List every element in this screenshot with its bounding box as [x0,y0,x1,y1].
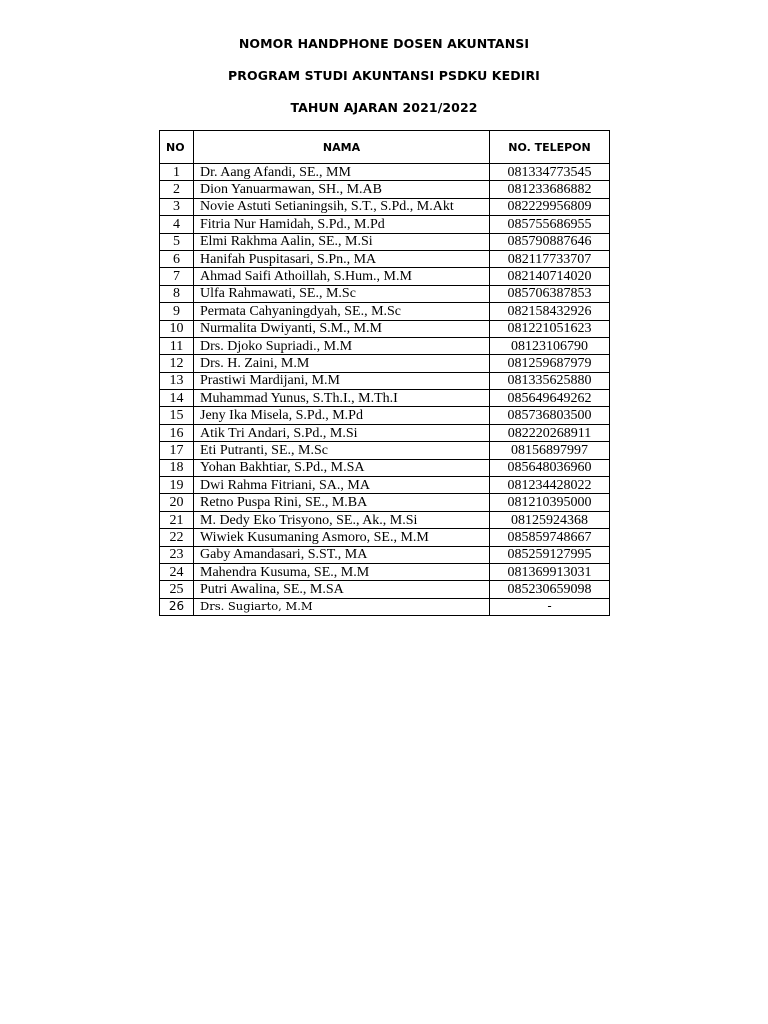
column-header-telepon: NO. TELEPON [490,131,610,164]
lecturer-name: Wiwiek Kusumaning Asmoro, SE., M.M [194,529,490,546]
lecturer-name: Drs. Sugiarto, M.M [194,598,490,615]
phone-number: 085755686955 [490,216,610,233]
table-row [160,303,610,320]
phone-number: 081210395000 [490,494,610,511]
column-header-nama: NAMA [194,131,490,164]
phone-number: 085649649262 [490,390,610,407]
table-body [160,164,610,616]
table-row [160,164,610,181]
phone-number: 081259687979 [490,355,610,372]
phone-number: 085259127995 [490,546,610,563]
lecturer-name: Putri Awalina, SE., M.SA [194,581,490,598]
table-row [160,268,610,285]
row-number: 24 [160,563,194,580]
row-number: 17 [160,442,194,459]
row-number: 2 [160,181,194,198]
table-row [160,529,610,546]
lecturer-phone-table [159,130,610,616]
table-row [160,320,610,337]
table-row [160,181,610,198]
phone-number: 08125924368 [490,511,610,528]
row-number: 8 [160,285,194,302]
lecturer-name: Dr. Aang Afandi, SE., MM [194,164,490,181]
lecturer-name: Atik Tri Andari, S.Pd., M.Si [194,424,490,441]
lecturer-name: Eti Putranti, SE., M.Sc [194,442,490,459]
phone-number: 082158432926 [490,303,610,320]
table-row [160,198,610,215]
phone-number: 082220268911 [490,424,610,441]
table-row [160,442,610,459]
table-row [160,216,610,233]
table-row [160,581,610,598]
table-row [160,511,610,528]
lecturer-name: Hanifah Puspitasari, S.Pn., MA [194,250,490,267]
phone-number: 08123106790 [490,337,610,354]
table-row [160,250,610,267]
row-number: 21 [160,511,194,528]
phone-number: 085790887646 [490,233,610,250]
phone-number: 082117733707 [490,250,610,267]
lecturer-name: Novie Astuti Setianingsih, S.T., S.Pd., M.Akt [194,198,490,215]
lecturer-name: Retno Puspa Rini, SE., M.BA [194,494,490,511]
row-number: 7 [160,268,194,285]
row-number: 5 [160,233,194,250]
lecturer-name: Gaby Amandasari, S.ST., MA [194,546,490,563]
phone-number: 081234428022 [490,477,610,494]
phone-number: 082140714020 [490,268,610,285]
phone-number: 081221051623 [490,320,610,337]
row-number: 3 [160,198,194,215]
lecturer-name: Drs. H. Zaini, M.M [194,355,490,372]
lecturer-name: M. Dedy Eko Trisyono, SE., Ak., M.Si [194,511,490,528]
lecturer-name: Dion Yanuarmawan, SH., M.AB [194,181,490,198]
row-number: 19 [160,477,194,494]
phone-number: 081335625880 [490,372,610,389]
lecturer-name: Elmi Rakhma Aalin, SE., M.Si [194,233,490,250]
row-number: 4 [160,216,194,233]
document-title: NOMOR HANDPHONE DOSEN AKUNTANSI [238,36,530,51]
row-number: 13 [160,372,194,389]
phone-number: 082229956809 [490,198,610,215]
phone-number: - [490,598,610,615]
table-row [160,424,610,441]
table-row [160,477,610,494]
table-row [160,598,610,615]
column-header-no: NO [160,131,194,164]
phone-number: 085706387853 [490,285,610,302]
phone-number: 08156897997 [490,442,610,459]
phone-number: 085859748667 [490,529,610,546]
phone-number: 085648036960 [490,459,610,476]
phone-number: 081369913031 [490,563,610,580]
lecturer-name: Fitria Nur Hamidah, S.Pd., M.Pd [194,216,490,233]
table-row [160,233,610,250]
row-number: 15 [160,407,194,424]
row-number: 26 [160,598,194,615]
row-number: 18 [160,459,194,476]
table-header-row [160,131,610,164]
lecturer-name: Drs. Djoko Supriadi., M.M [194,337,490,354]
row-number: 16 [160,424,194,441]
lecturer-name: Ulfa Rahmawati, SE., M.Sc [194,285,490,302]
phone-number: 081334773545 [490,164,610,181]
row-number: 25 [160,581,194,598]
lecturer-name: Prastiwi Mardijani, M.M [194,372,490,389]
row-number: 22 [160,529,194,546]
lecturer-name: Muhammad Yunus, S.Th.I., M.Th.I [194,390,490,407]
row-number: 14 [160,390,194,407]
lecturer-name: Mahendra Kusuma, SE., M.M [194,563,490,580]
row-number: 6 [160,250,194,267]
table-row [160,459,610,476]
document-subtitle-year: TAHUN AJARAN 2021/2022 [290,100,478,115]
table-row [160,407,610,424]
row-number: 20 [160,494,194,511]
row-number: 9 [160,303,194,320]
row-number: 1 [160,164,194,181]
lecturer-name: Dwi Rahma Fitriani, SA., MA [194,477,490,494]
table-row [160,390,610,407]
table-row [160,563,610,580]
lecturer-name: Yohan Bakhtiar, S.Pd., M.SA [194,459,490,476]
lecturer-name: Nurmalita Dwiyanti, S.M., M.M [194,320,490,337]
phone-number: 085230659098 [490,581,610,598]
lecturer-name: Ahmad Saifi Athoillah, S.Hum., M.M [194,268,490,285]
table-row [160,372,610,389]
table-row [160,355,610,372]
lecturer-name: Jeny Ika Misela, S.Pd., M.Pd [194,407,490,424]
row-number: 12 [160,355,194,372]
phone-number: 081233686882 [490,181,610,198]
phone-number: 085736803500 [490,407,610,424]
row-number: 10 [160,320,194,337]
table-row [160,285,610,302]
lecturer-name: Permata Cahyaningdyah, SE., M.Sc [194,303,490,320]
document-subtitle-program: PROGRAM STUDI AKUNTANSI PSDKU KEDIRI [228,68,540,83]
row-number: 11 [160,337,194,354]
table-row [160,546,610,563]
table-row [160,337,610,354]
table-row [160,494,610,511]
row-number: 23 [160,546,194,563]
